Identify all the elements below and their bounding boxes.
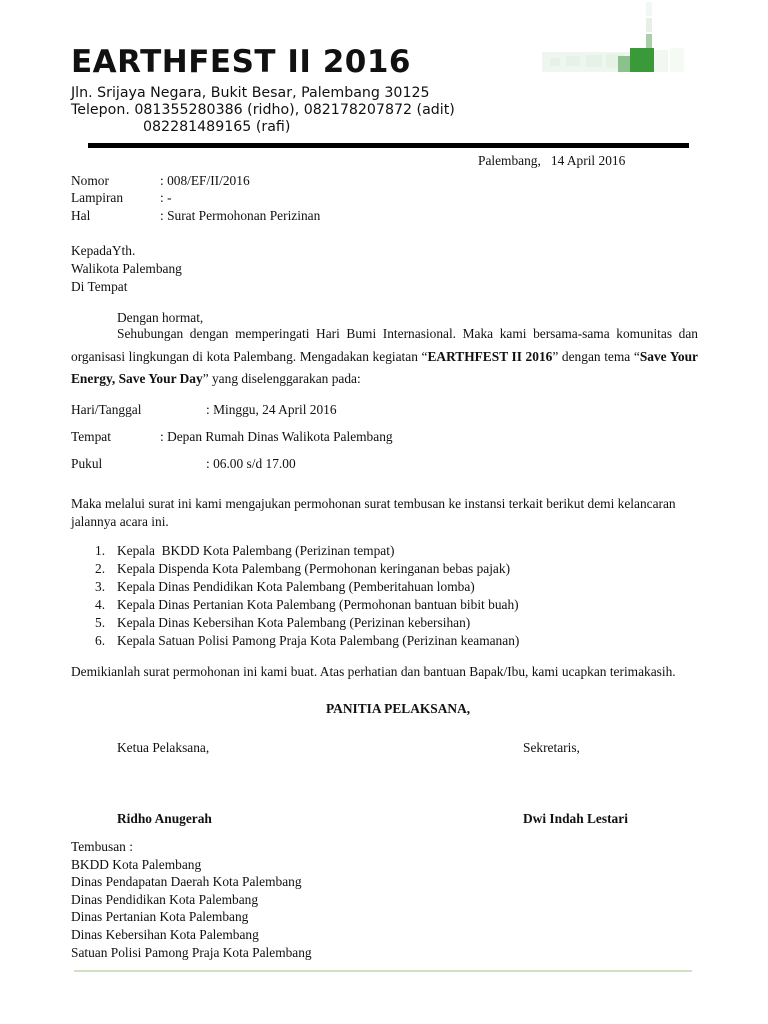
letterhead-phone-line2: 082281489165 (rafi) [143,119,291,135]
meta-value: : 008/EF/II/2016 [160,173,250,188]
list-item [71,632,519,650]
cc-item: Dinas Kebersihan Kota Palembang [71,926,259,942]
greeting: Dengan hormat, [117,310,204,325]
event-theme: Save Your Energy, Save Your Day [71,348,698,386]
list-number: 6. [95,633,106,648]
list-number: 3. [95,579,106,594]
cc-label: Tembusan : [71,839,133,854]
meta-value: : - [160,190,172,205]
meta-label: Nomor [71,173,109,188]
event-name: EARTHFEST II 2016 [427,348,553,364]
letterhead-title: EARTHFEST II 2016 [71,44,411,80]
letterhead-phone-line1: Telepon. 081355280386 (ridho), 082178207872 (adit) [71,102,455,118]
detail-value: : Minggu, 24 April 2016 [206,402,337,417]
list-number: 5. [95,615,106,630]
intro-paragraph [71,323,698,391]
meta-label: Hal [71,208,91,223]
detail-value: : 06.00 s/d 17.00 [206,456,296,471]
committee-heading: PANITIA PELAKSANA, [326,701,471,716]
list-item [71,542,519,560]
place-date: Palembang, 14 April 2016 [478,153,626,168]
closing-paragraph: Demikianlah surat permohonan ini kami buat. Atas perhatian dan bantuan Bapak/Ibu, kami ucapkan terimakasih. [71,664,676,679]
detail-label: Pukul [71,456,103,471]
intro-text: Sehubungan dengan memperingati Hari Bumi Internasional. Maka kami bersama-sama komunitas dan organisasi lingkungan di kota Palembang. Mengadakan kegiatan “ [71,326,698,364]
list-text: Kepala Dinas Pendidikan Kota Palembang (Pemberitahuan lomba) [117,579,475,594]
list-number: 2. [95,561,106,576]
list-number: 1. [95,543,106,558]
signature-name-right: Dwi Indah Lestari [523,811,628,826]
request-list [71,542,519,650]
cc-item: BKDD Kota Palembang [71,856,202,872]
signature-name-left: Ridho Anugerah [117,811,212,826]
cc-item: Dinas Pendapatan Daerah Kota Palembang [71,874,302,890]
list-text: Kepala Dispenda Kota Palembang (Permohonan keringanan bebas pajak) [117,561,511,576]
signature-role-left: Ketua Pelaksana, [117,740,210,755]
cc-item: Dinas Pendidikan Kota Palembang [71,891,259,907]
earthfest-logo-icon [540,0,690,80]
list-item [71,578,519,596]
list-number: 4. [95,597,106,612]
footer-divider [74,970,692,972]
intro-text: ” yang diselenggarakan pada: [202,371,361,386]
list-item [71,560,519,578]
meta-value: : Surat Permohonan Perizinan [160,208,321,223]
recipient-line: Di Tempat [71,279,128,294]
recipient-line: Walikota Palembang [71,261,182,276]
list-text: Kepala Dinas Pertanian Kota Palembang (Permohonan bantuan bibit buah) [117,597,519,612]
recipient-line: KepadaYth. [71,243,136,258]
header-divider [88,143,689,148]
request-intro: Maka melalui surat ini kami mengajukan permohonan surat tembusan ke instansi terkait berikut demi kelancaran jalannya acara ini. [71,496,676,529]
detail-label: Hari/Tanggal [71,402,142,417]
meta-label: Lampiran [71,190,124,205]
detail-label: Tempat [71,429,111,444]
list-text: Kepala BKDD Kota Palembang (Perizinan tempat) [117,543,395,558]
list-text: Kepala Satuan Polisi Pamong Praja Kota Palembang (Perizinan keamanan) [117,633,520,648]
cc-item: Dinas Pertanian Kota Palembang [71,909,249,925]
detail-value: : Depan Rumah Dinas Walikota Palembang [160,429,393,444]
letterhead-address: Jln. Srijaya Negara, Bukit Besar, Palembang 30125 [71,85,430,101]
intro-text: ” dengan tema “ [552,348,640,364]
cc-item: Satuan Polisi Pamong Praja Kota Palembang [71,944,312,960]
cc-block [71,838,312,961]
signature-role-right: Sekretaris, [523,740,580,755]
list-text: Kepala Dinas Kebersihan Kota Palembang (Perizinan kebersihan) [117,615,471,630]
list-item [71,614,519,632]
list-item [71,596,519,614]
